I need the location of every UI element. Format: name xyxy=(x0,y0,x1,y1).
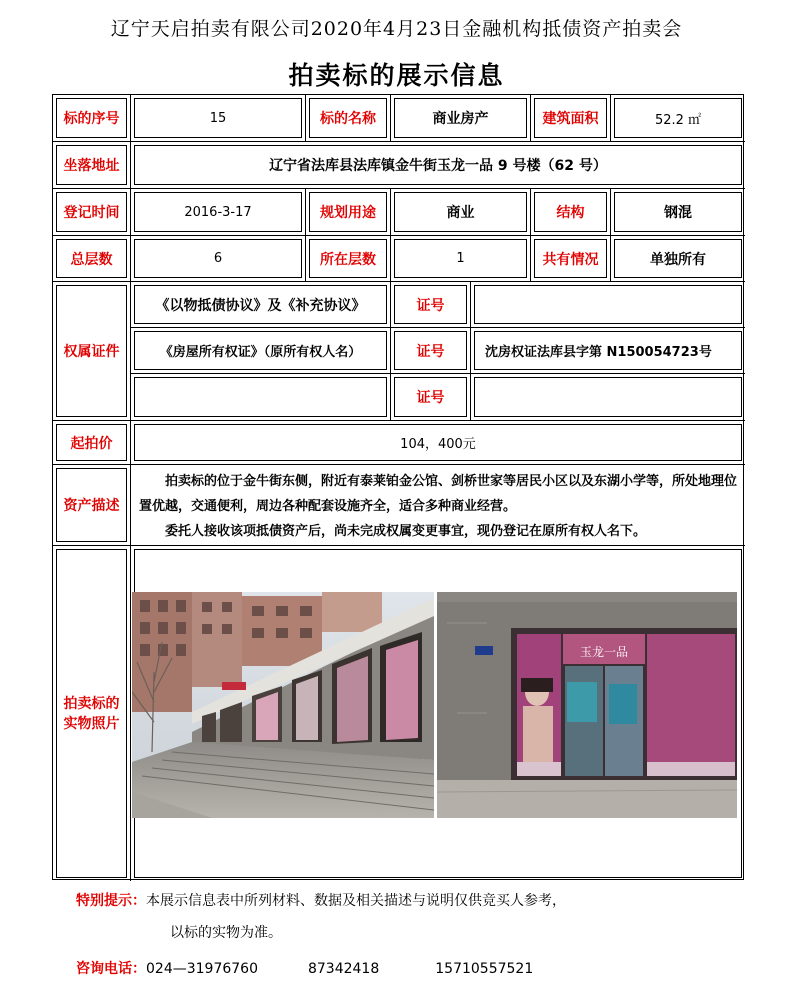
storefront-photo xyxy=(437,592,737,818)
floor-label: 所在层数 xyxy=(306,236,391,282)
start-price-value: 104，400元 xyxy=(131,421,745,465)
desc-paragraph-2: 委托人接收该项抵债资产后，尚未完成权属变更事宜，现仍登记在原所有权人名下。 xyxy=(165,524,647,539)
notice-label: 特别提示： xyxy=(76,893,146,909)
planned-use-value: 商业 xyxy=(391,189,531,236)
title-cert-label: 权属证件 xyxy=(53,282,131,421)
cert2-name: 《房屋所有权证》（原所有权人名） xyxy=(131,328,391,374)
notice-line-1: 本展示信息表中所列材料、数据及相关描述与说明仅供竞买人参考， xyxy=(146,893,566,909)
reg-time-value: 2016-3-17 xyxy=(131,189,306,236)
reg-time-label: 登记时间 xyxy=(53,189,131,236)
contact-label: 咨询电话： xyxy=(76,961,146,977)
structure-value: 钢混 xyxy=(611,189,745,236)
notice-line-2: 以标的实物为准。 xyxy=(170,925,282,941)
cert1-no-value xyxy=(471,282,745,328)
cert2-no-value: 沈房权证法库县字第 N150054723号 xyxy=(471,328,745,374)
contact-phone-2: 87342418 xyxy=(307,961,380,977)
address-value: 辽宁省法库县法库镇金牛街玉龙一品 9 号楼（62 号） xyxy=(131,142,745,189)
ownership-label: 共有情况 xyxy=(531,236,611,282)
lot-name-value: 商业房产 xyxy=(391,95,531,142)
storefront-sign: 玉龙一品 xyxy=(579,645,629,659)
photo-label: 拍卖标的 实物照片 xyxy=(53,546,131,881)
cert1-name: 《以物抵债协议》及《补充协议》 xyxy=(131,282,391,328)
desc-label: 资产描述 xyxy=(53,465,131,546)
cert3-no-label: 证号 xyxy=(391,374,471,421)
contact-info xyxy=(76,958,533,978)
planned-use-label: 规划用途 xyxy=(306,189,391,236)
cert2-no-label: 证号 xyxy=(391,328,471,374)
start-price-label: 起拍价 xyxy=(53,421,131,465)
cert3-no-value xyxy=(471,374,745,421)
contact-phone-1: 024—31976760 xyxy=(146,961,258,977)
desc-paragraph-1: 拍卖标的位于金牛街东侧，附近有泰莱铂金公馆、剑桥世家等居民小区以及东湖小学等，所处地理位置优越，交通便利，周边各种配套设施齐全，适合多种商业经营。 xyxy=(139,474,738,514)
page-title: 拍卖标的展示信息 xyxy=(288,61,505,90)
address-label: 坐落地址 xyxy=(53,142,131,189)
cert3-name xyxy=(131,374,391,421)
lot-no-value: 15 xyxy=(131,95,306,142)
area-label: 建筑面积 xyxy=(531,95,611,142)
total-floors-label: 总层数 xyxy=(53,236,131,282)
total-floors-value: 6 xyxy=(131,236,306,282)
floor-value: 1 xyxy=(391,236,531,282)
auction-title: 辽宁天启拍卖有限公司2020年4月23日金融机构抵债资产拍卖会 xyxy=(110,18,683,40)
street-photo xyxy=(132,592,434,818)
contact-phone-3: 15710557521 xyxy=(435,961,534,977)
cert1-no-label: 证号 xyxy=(391,282,471,328)
structure-label: 结构 xyxy=(531,189,611,236)
area-value: 52.2 ㎡ xyxy=(611,95,745,142)
ownership-value: 单独所有 xyxy=(611,236,745,282)
special-notice xyxy=(76,890,566,910)
lot-no-label: 标的序号 xyxy=(53,95,131,142)
desc-value xyxy=(131,465,745,546)
lot-name-label: 标的名称 xyxy=(306,95,391,142)
